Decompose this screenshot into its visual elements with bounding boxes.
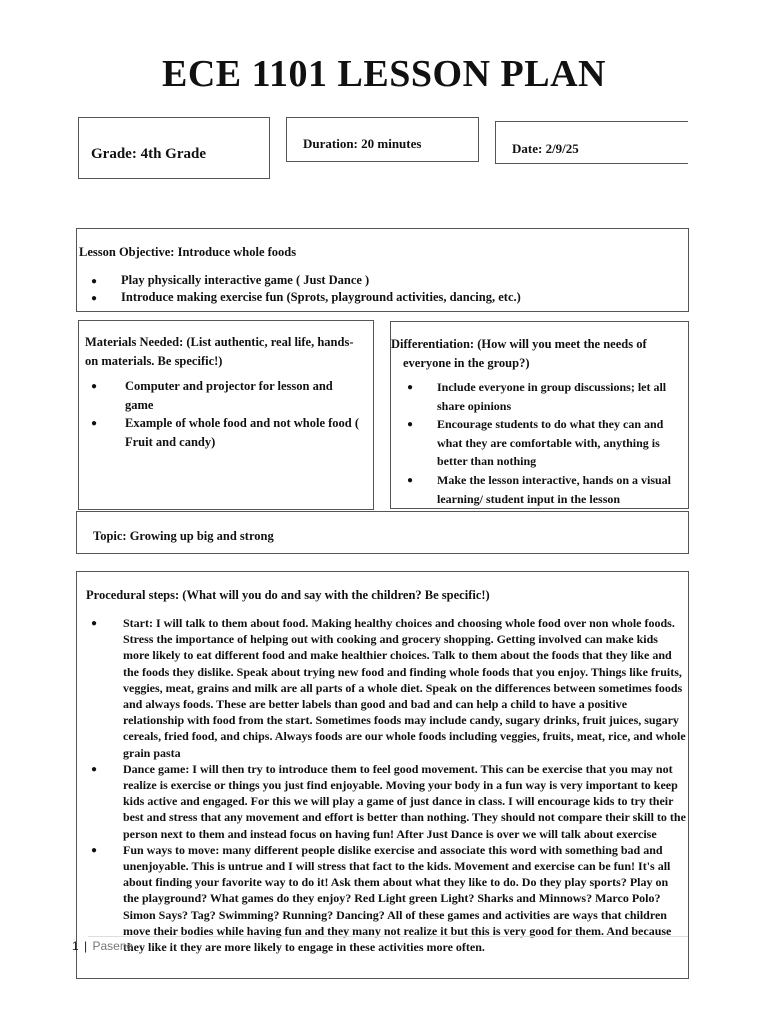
date-text: Date: 2/9/25 xyxy=(512,141,579,156)
objective-heading: Lesson Objective: Introduce whole foods xyxy=(79,245,297,259)
date-box xyxy=(495,121,688,164)
differentiation-list xyxy=(407,378,677,508)
list-item: ● Computer and projector for lesson and game xyxy=(91,377,361,414)
list-item: ● Make the lesson interactive, hands on a visual learning/ student input in the lesson xyxy=(407,471,677,508)
footer-label: Pasene xyxy=(92,939,134,953)
materials-box xyxy=(78,320,374,510)
differentiation-heading-line2: everyone in the group?) xyxy=(403,356,530,370)
list-item: ● Dance game: I will then try to introduce them to feel good movement. This can be exercise that you may not realize is exercise or things you just find enjoyable. Moving your body in a fun way is very important to keep kids active and engaged. For this we will play a game of just dance in class. I will encourage kids to try their best and stress that any movement and effort is better than nothing. They should not compare their skill to the person next to them and instead focus on having fun! After Just Dance is over we will talk about exercise xyxy=(91,761,687,842)
list-item: ● Start: I will talk to them about food. Making healthy choices and choosing whole food over non whole foods. Stress the importance of helping out with cooking and grocery shopping. Getting involved can make kids more likely to eat different food and make healthier choices. Talk to them about the foods that they like and the foods they dislike. Speak about trying new food and finding whole foods that you enjoy. Things like fruits, veggies, meat, grains and milk are all parts of a whole diet. Speak on the differences between sometimes foods and always foods. These are better labels than good and bad and can help a child to have a positive relationship with food from the start. Sometimes foods may include candy, sugary drinks, fruit juices, sugary cereals, fried food, and chips. Always foods are our whole foods including veggies, fruits, meat, rice, and whole grain pasta xyxy=(91,615,687,761)
grade-box xyxy=(78,117,270,179)
list-item: ● Include everyone in group discussions; let all share opinions xyxy=(407,378,677,415)
page-footer xyxy=(72,939,133,953)
page-title: ECE 1101 LESSON PLAN xyxy=(162,53,606,95)
page-number: 1 xyxy=(72,939,79,953)
procedural-steps-box xyxy=(76,571,689,979)
differentiation-heading-line1: Differentiation: (How will you meet the needs of xyxy=(391,337,647,351)
procedural-list xyxy=(91,615,687,955)
differentiation-heading xyxy=(391,335,681,373)
list-item: ● Play physically interactive game ( Just Dance ) xyxy=(91,272,521,289)
grade-text: Grade: 4th Grade xyxy=(91,146,206,162)
duration-box xyxy=(286,117,479,162)
lesson-objective-box xyxy=(76,228,689,312)
list-item: ● Introduce making exercise fun (Sprots, playground activities, dancing, etc.) xyxy=(91,289,521,306)
topic-text: Topic: Growing up big and strong xyxy=(93,529,274,543)
list-item: ● Example of whole food and not whole food ( Fruit and candy) xyxy=(91,414,361,451)
list-item: ● Encourage students to do what they can and what they are comfortable with, anything is better than nothing xyxy=(407,415,677,471)
objective-list xyxy=(91,272,521,306)
procedural-heading: Procedural steps: (What will you do and say with the children? Be specific!) xyxy=(86,588,490,602)
footer-divider xyxy=(88,936,688,937)
differentiation-box xyxy=(390,321,689,509)
materials-list xyxy=(91,377,361,451)
topic-box xyxy=(76,511,689,554)
materials-heading: Materials Needed: (List authentic, real life, hands-on materials. Be specific!) xyxy=(85,335,354,368)
duration-text: Duration: 20 minutes xyxy=(303,136,422,151)
list-item: ● Fun ways to move: many different people dislike exercise and associate this word with something bad and unenjoyable. This is untrue and I will stress that fact to the kids. Movement and exercise can be fun! It's all about finding your favorite way to do it! Ask them about what they like to do. Do they play sports? Play on the playground? What games do they enjoy? Red Light green Light? Sharks and Minnows? Marco Polo? Simon Says? Tag? Swimming? Running? Dancing? All of these games and activities are ways that children move their bodies while having fun and they many not realize it but this is very good for them. And because they like it they are more likely to engage in these activities more often. xyxy=(91,842,687,955)
footer-separator: | xyxy=(84,939,88,953)
